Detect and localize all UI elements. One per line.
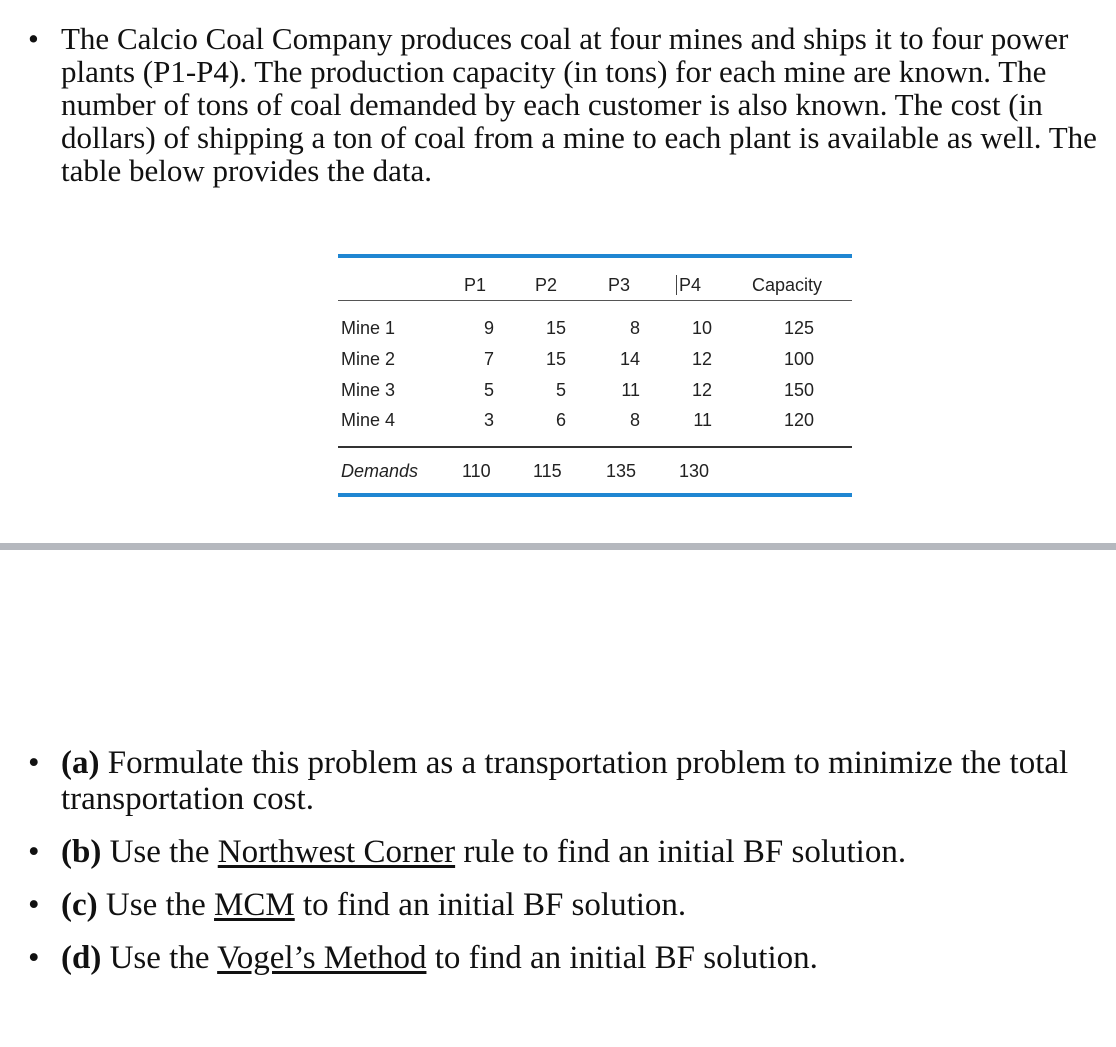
cell: 120 xyxy=(783,410,814,430)
question-text: Use the xyxy=(101,940,218,976)
intro-paragraph xyxy=(28,22,1108,187)
cell: 8 xyxy=(629,410,640,430)
demand-p4: 130 xyxy=(679,461,710,481)
demand-p2: 115 xyxy=(533,461,562,481)
cell: 9 xyxy=(483,318,494,338)
header-p4: P4 xyxy=(676,275,701,295)
cell: 5 xyxy=(555,380,566,400)
data-table xyxy=(338,254,852,499)
question-b xyxy=(28,834,1116,870)
question-list xyxy=(28,745,1116,993)
row-label: Mine 3 xyxy=(341,380,396,400)
table-top-rule xyxy=(338,254,852,258)
header-p2: P2 xyxy=(535,275,558,295)
method-link[interactable]: MCM xyxy=(214,887,295,923)
bullet-icon: • xyxy=(28,21,39,56)
cell: 11 xyxy=(621,380,640,400)
method-link[interactable]: Northwest Corner xyxy=(217,834,456,870)
cell: 150 xyxy=(783,380,814,400)
demands-label: Demands xyxy=(341,461,419,481)
question-text: rule to find an initial BF solution. xyxy=(455,834,907,870)
cell: 15 xyxy=(545,318,566,338)
demand-p3: 135 xyxy=(606,461,637,481)
question-d xyxy=(28,940,1116,976)
cell: 10 xyxy=(691,318,712,338)
row-label: Mine 4 xyxy=(341,410,396,430)
slide-divider xyxy=(0,543,1116,550)
header-capacity: Capacity xyxy=(752,275,823,295)
intro-text: The Calcio Coal Company produces coal at four mines and ships it to four power plants (P1-P4). The production capacity (in tons) for each mine are known. The number of tons of coal demanded by each customer is also known. The cost (in dollars) of shipping a ton of coal from a mine to each plant is available as well. The table below provides the data. xyxy=(61,21,1097,188)
bullet-icon: • xyxy=(28,887,40,923)
cell: 12 xyxy=(691,349,712,369)
demands-rule xyxy=(338,446,852,448)
cell: 100 xyxy=(783,349,814,369)
question-c xyxy=(28,887,1116,923)
question-tag: (a) xyxy=(61,745,100,781)
row-label: Mine 2 xyxy=(341,349,396,369)
cell: 3 xyxy=(483,410,494,430)
question-text: Formulate this problem as a transportation problem to minimize the total transportation cost. xyxy=(61,745,1069,817)
bullet-icon: • xyxy=(28,745,40,781)
demand-p1: 110 xyxy=(462,461,491,481)
bullet-icon: • xyxy=(28,834,40,870)
question-text: to find an initial BF solution. xyxy=(426,940,818,976)
bullet-icon: • xyxy=(28,940,40,976)
question-text: Use the xyxy=(97,887,215,923)
cell: 11 xyxy=(693,410,712,430)
cell: 15 xyxy=(545,349,566,369)
question-text: to find an initial BF solution. xyxy=(294,887,687,923)
cell: 6 xyxy=(555,410,566,430)
method-link[interactable]: Vogel’s Method xyxy=(217,940,427,976)
question-tag: (b) xyxy=(61,834,102,870)
cell: 7 xyxy=(483,349,494,369)
table-bottom-rule xyxy=(338,493,852,497)
question-tag: (c) xyxy=(61,887,98,923)
cell: 12 xyxy=(691,380,712,400)
header-p1: P1 xyxy=(464,275,487,295)
cell: 125 xyxy=(783,318,814,338)
question-tag: (d) xyxy=(61,940,102,976)
cell: 14 xyxy=(619,349,640,369)
cell: 5 xyxy=(483,380,494,400)
row-label: Mine 1 xyxy=(341,318,396,338)
question-a xyxy=(28,745,1116,817)
question-text: Use the xyxy=(101,834,218,870)
header-rule xyxy=(338,300,852,301)
cell: 8 xyxy=(629,318,640,338)
header-p3: P3 xyxy=(608,275,631,295)
